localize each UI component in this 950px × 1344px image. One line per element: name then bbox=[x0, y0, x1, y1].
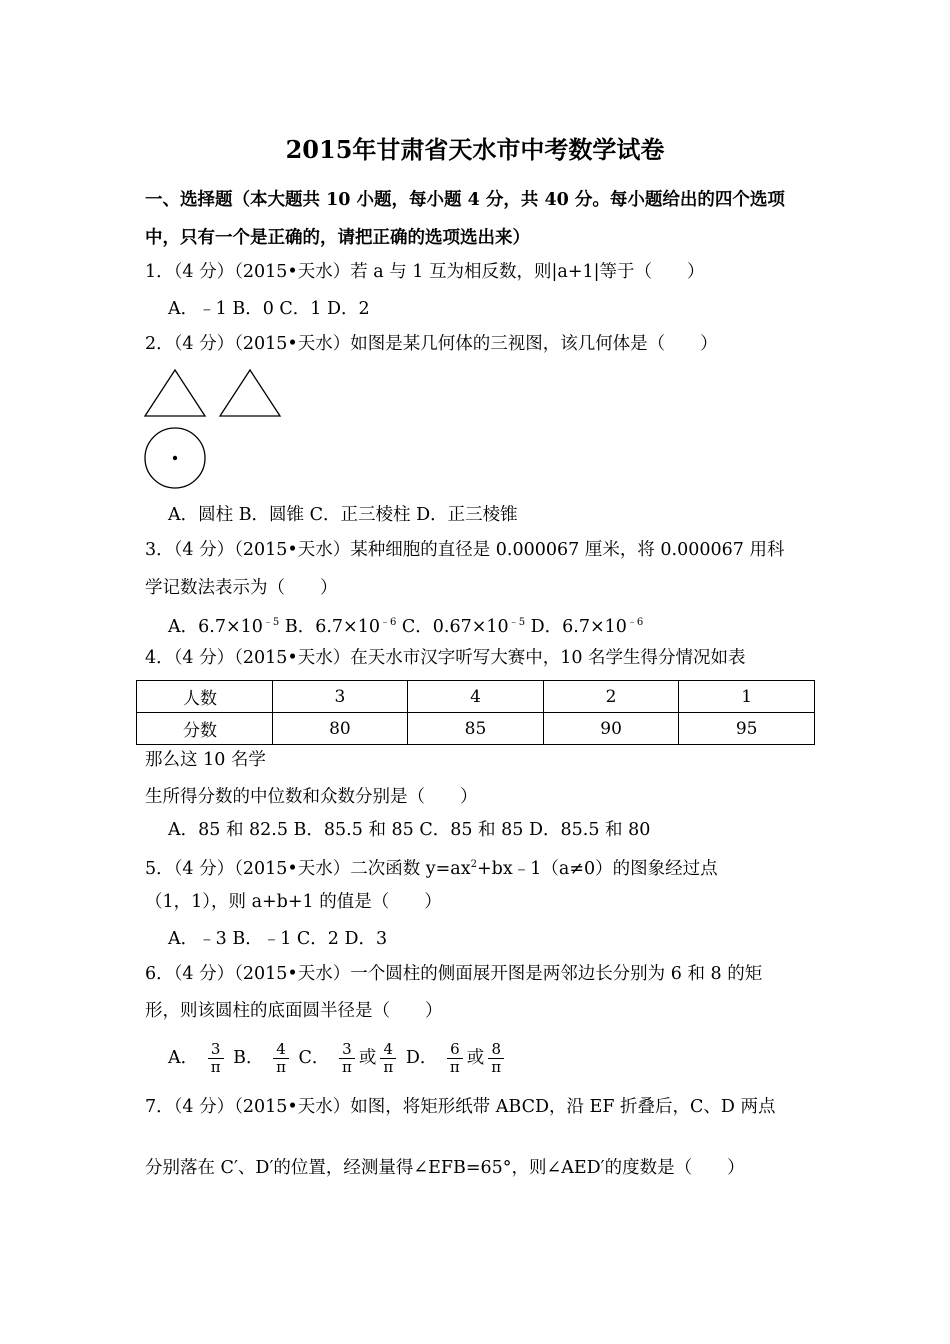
table-cell: 3 bbox=[272, 681, 408, 713]
q5-stem-line1: 5．（4 分）（2015•天水）二次函数 $y=ax^2+bx﹣1(a\ne 0)$的图象经过点 bbox=[145, 859, 718, 879]
q5-stem-line2: （1，1），则 a+b+1 的值是（ ） bbox=[145, 892, 442, 912]
q7-stem-line2: 分别落在 C′、D′的位置，经测量得∠EFB=65°，则∠AED′的度数是（ ） bbox=[145, 1158, 745, 1178]
q5-options: A．﹣3 B．﹣1 C．2 D．3 bbox=[168, 929, 388, 949]
top-view-center-dot bbox=[173, 456, 177, 460]
table-cell: 2 bbox=[543, 681, 679, 713]
q4-options: A．85 和 82.5 B．85.5 和 85 C．85 和 85 D．85.5 和 80 bbox=[168, 820, 651, 840]
q2-stem: 2．（4 分）（2015•天水）如图是某几何体的三视图，该几何体是（ ） bbox=[145, 334, 718, 354]
table-cell: 80 bbox=[272, 713, 408, 745]
q2-options: A．圆柱 B．圆锥 C．正三棱柱 D．正三棱锥 bbox=[168, 505, 518, 525]
table-cell: 4 bbox=[408, 681, 544, 713]
score-table bbox=[136, 680, 815, 745]
q7-stem-line1: 7．（4 分）（2015•天水）如图，将矩形纸带 ABCD，沿 EF 折叠后，C、D 两点 bbox=[145, 1097, 776, 1117]
table-cell: 人数 bbox=[137, 681, 273, 713]
q6-stem-line1: 6．（4 分）（2015•天水）一个圆柱的侧面展开图是两邻边长分别为 6 和 8 的矩 bbox=[145, 964, 763, 984]
q3-options: A．$6.7\times 10^{﹣5}$ B．$6.7\times 10^{﹣6}$ C．$0.67\times 10^{﹣5}$ D．$6.7\times 10^{﹣6}$ bbox=[168, 617, 644, 637]
fraction: $\frac{3}{\pi}$ bbox=[208, 1041, 224, 1076]
table-cell: 85 bbox=[408, 713, 544, 745]
q3-stem-line1: 3．（4 分）（2015•天水）某种细胞的直径是 0.000067 厘米，将 0.000067 用科 bbox=[145, 540, 785, 560]
q1-options: A．﹣1 B．0 C．1 D．2 bbox=[168, 299, 370, 319]
q4-after-line2: 生所得分数的中位数和众数分别是（ ） bbox=[145, 787, 478, 807]
section-heading-line2: 中，只有一个是正确的，请把正确的选项选出来） bbox=[145, 228, 530, 248]
table-row bbox=[137, 681, 815, 713]
table-cell: 95 bbox=[679, 713, 815, 745]
table-cell: 90 bbox=[543, 713, 679, 745]
fraction: $\frac{8}{\pi}$ bbox=[488, 1041, 504, 1076]
fraction: $\frac{3}{\pi}$ bbox=[339, 1041, 355, 1076]
section-heading-line1: 一、选择题（本大题共 10 小题，每小题 4 分，共 40 分。每小题给出的四个选项 bbox=[145, 190, 785, 210]
table-row bbox=[137, 713, 815, 745]
table-cell: 1 bbox=[679, 681, 815, 713]
fraction: $\frac{6}{\pi}$ bbox=[447, 1041, 463, 1076]
fraction: $\frac{4}{\pi}$ bbox=[380, 1041, 396, 1076]
three-view-figure bbox=[140, 365, 290, 495]
fraction: $\frac{4}{\pi}$ bbox=[273, 1041, 289, 1076]
page-title: 2015年甘肃省天水市中考数学试卷 bbox=[285, 135, 665, 164]
q6-stem-line2: 形，则该圆柱的底面圆半径是（ ） bbox=[145, 1001, 443, 1021]
q3-stem-line2: 学记数法表示为（ ） bbox=[145, 578, 338, 598]
q6-options: A． $\frac{3}{\pi}$ B． $\frac{4}{\pi}$ C． $\frac{3}{\pi}$ 或 $\frac{4}{\pi}$ D． $\frac{6}{\pi}$ 或 $\frac{8}{\pi}$ bbox=[168, 1040, 508, 1076]
q4-stem: 4．（4 分）（2015•天水）在天水市汉字听写大赛中，10 名学生得分情况如表 bbox=[145, 648, 746, 668]
q1-stem: 1．（4 分）（2015•天水）若 a 与 1 互为相反数，则|a+1|等于（ ） bbox=[145, 262, 705, 282]
side-view-triangle bbox=[220, 370, 280, 416]
front-view-triangle bbox=[145, 370, 205, 416]
table-cell: 分数 bbox=[137, 713, 273, 745]
q4-after-line1: 那么这 10 名学 bbox=[145, 750, 266, 770]
